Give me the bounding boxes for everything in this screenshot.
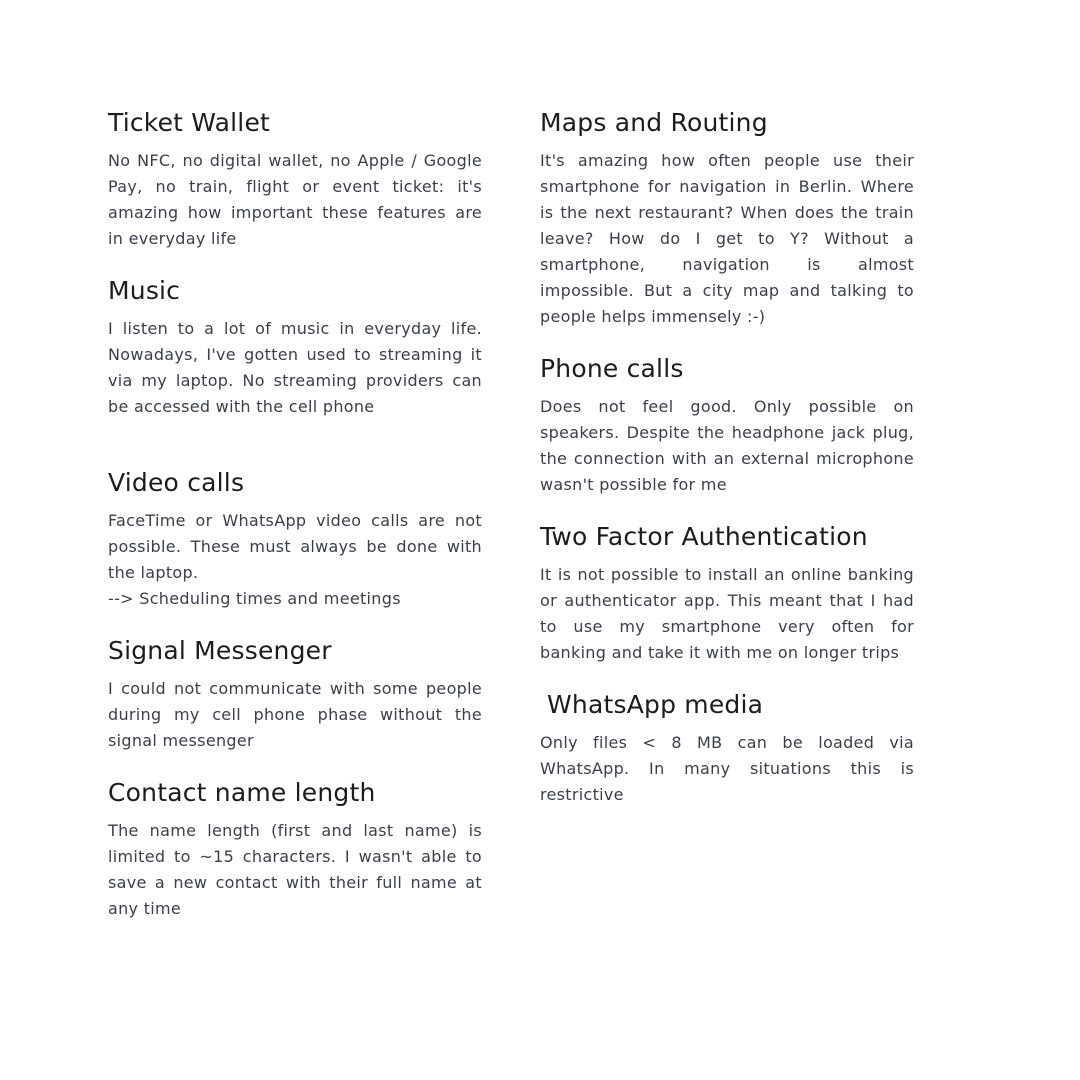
section-body: It's amazing how often people use their smartphone for navigation in Berlin. Where is the next restaurant? When does the train leave? How do I get to Y? Without a smartphone, navigation is almost impossible. But a city map and talking to people helps immensely :-) [540,151,914,326]
section-video-calls [108,466,482,612]
section-body: No NFC, no digital wallet, no Apple / Google Pay, no train, flight or event ticket: it's amazing how important these features are in everyday life [108,151,482,248]
section-body: The name length (first and last name) is limited to ~15 characters. I wasn't able to save a new contact with their full name at any time [108,821,482,918]
section-title: Two Factor Authentication [540,522,868,551]
section-two-factor-authentication [540,520,914,666]
section-title: Contact name length [108,778,376,807]
right-column [540,106,914,830]
section-body: I could not communicate with some people during my cell phone phase without the signal messenger [108,679,482,750]
section-title: Maps and Routing [540,108,768,137]
section-title: Ticket Wallet [108,108,271,137]
section-music [108,274,482,420]
section-title: Music [108,276,181,305]
section-title: Video calls [108,468,245,497]
section-ticket-wallet [108,106,482,252]
section-body: Does not feel good. Only possible on speakers. Despite the headphone jack plug, the connection with an external microphone wasn't possible for me [540,397,914,494]
section-body: It is not possible to install an online banking or authenticator app. This meant that I had to use my smartphone very often for banking and take it with me on longer trips [540,565,914,662]
section-whatsapp-media [540,688,914,808]
left-column [108,106,482,944]
section-signal-messenger [108,634,482,754]
section-maps-and-routing [540,106,914,330]
section-phone-calls [540,352,914,498]
section-body: FaceTime or WhatsApp video calls are not possible. These must always be done with the laptop. --> Scheduling times and meetings [108,511,482,608]
section-body: I listen to a lot of music in everyday life. Nowadays, I've gotten used to streaming it via my laptop. No streaming providers can be accessed with the cell phone [108,319,482,416]
section-title: WhatsApp media [547,690,764,719]
section-body: Only files < 8 MB can be loaded via WhatsApp. In many situations this is restrictive [540,733,914,804]
section-title: Signal Messenger [108,636,332,665]
section-contact-name-length [108,776,482,922]
section-title: Phone calls [540,354,684,383]
